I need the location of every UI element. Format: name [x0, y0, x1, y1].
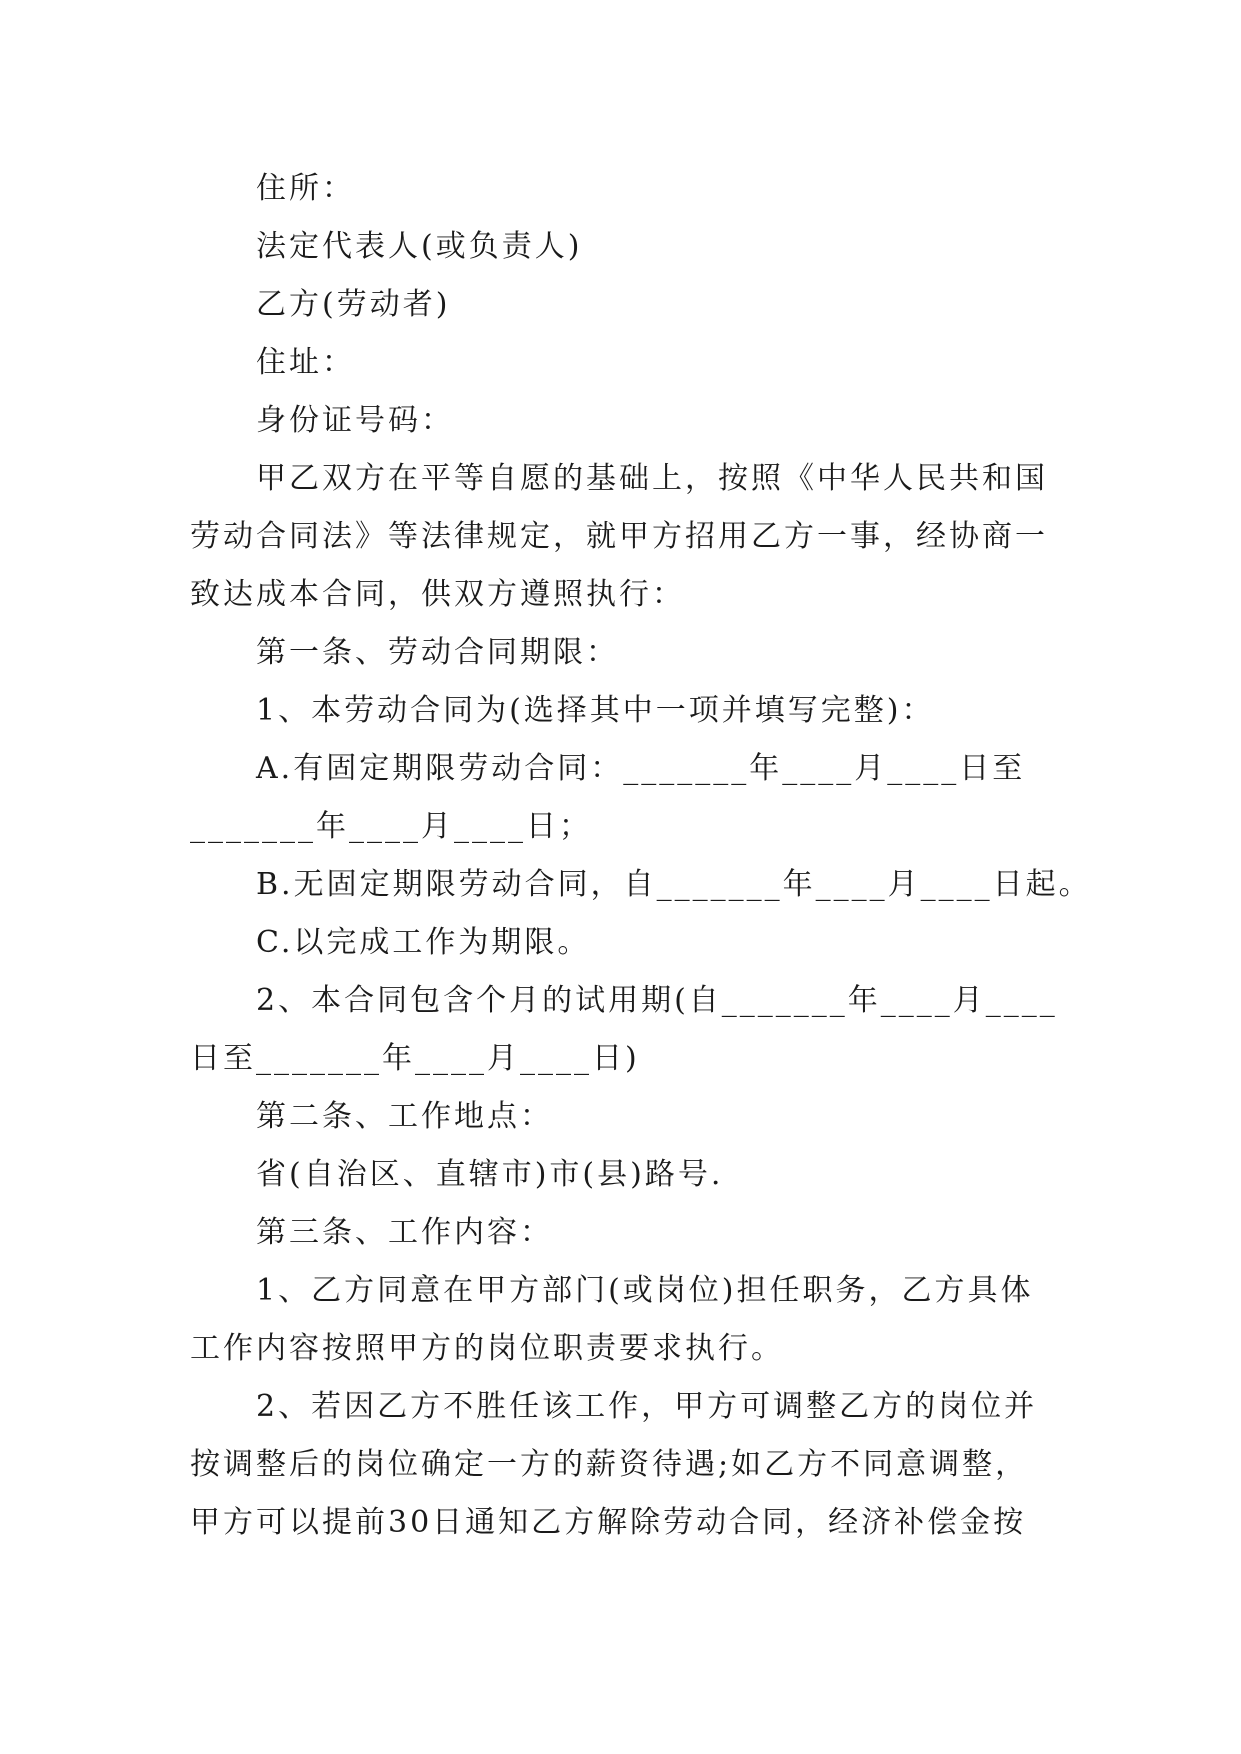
party-b-label: 乙方(劳动者): [256, 287, 451, 322]
option-a-line-1: A.有固定期限劳动合同：_______年____月____日至: [256, 751, 1026, 786]
article-3-item-2-line-3: 甲方可以提前30日通知乙方解除劳动合同，经济补偿金按: [190, 1505, 1027, 1540]
article-3-item-1-line-2: 工作内容按照甲方的岗位职责要求执行。: [190, 1331, 784, 1366]
article-3-item-2-line-2: 按调整后的岗位确定一方的薪资待遇;如乙方不同意调整，: [190, 1447, 1029, 1482]
probation-line-1: 2、本合同包含个月的试用期(自_______年____月____: [256, 983, 1058, 1018]
legal-representative-label: 法定代表人(或负责人): [256, 229, 583, 264]
article-3-item-1-line-1: 1、乙方同意在甲方部门(或岗位)担任职务，乙方具体: [256, 1273, 1034, 1308]
preamble-line-1: 甲乙双方在平等自愿的基础上，按照《中华人民共和国: [256, 461, 1048, 496]
option-a-line-2: _______年____月____日；: [190, 809, 592, 844]
article-2-heading: 第二条、工作地点：: [256, 1099, 553, 1134]
document-body: [190, 160, 1092, 1552]
probation-line-2: 日至_______年____月____日): [190, 1041, 640, 1076]
option-b: B.无固定期限劳动合同，自_______年____月____日起。: [256, 867, 1092, 902]
preamble-line-3: 致达成本合同，供双方遵照执行：: [190, 577, 685, 612]
article-3-heading: 第三条、工作内容：: [256, 1215, 553, 1250]
work-location: 省(自治区、直辖市)市(县)路号.: [256, 1157, 724, 1192]
article-1-item-1: 1、本劳动合同为(选择其中一项并填写完整)：: [256, 693, 935, 728]
article-1-heading: 第一条、劳动合同期限：: [256, 635, 619, 670]
address-label: 住所：: [256, 171, 355, 206]
article-3-item-2-line-1: 2、若因乙方不胜任该工作，甲方可调整乙方的岗位并: [256, 1389, 1038, 1424]
option-c: C.以完成工作为期限。: [256, 925, 591, 960]
residence-label: 住址：: [256, 345, 355, 380]
id-number-label: 身份证号码：: [256, 403, 454, 438]
preamble-line-2: 劳动合同法》等法律规定，就甲方招用乙方一事，经协商一: [190, 519, 1048, 554]
